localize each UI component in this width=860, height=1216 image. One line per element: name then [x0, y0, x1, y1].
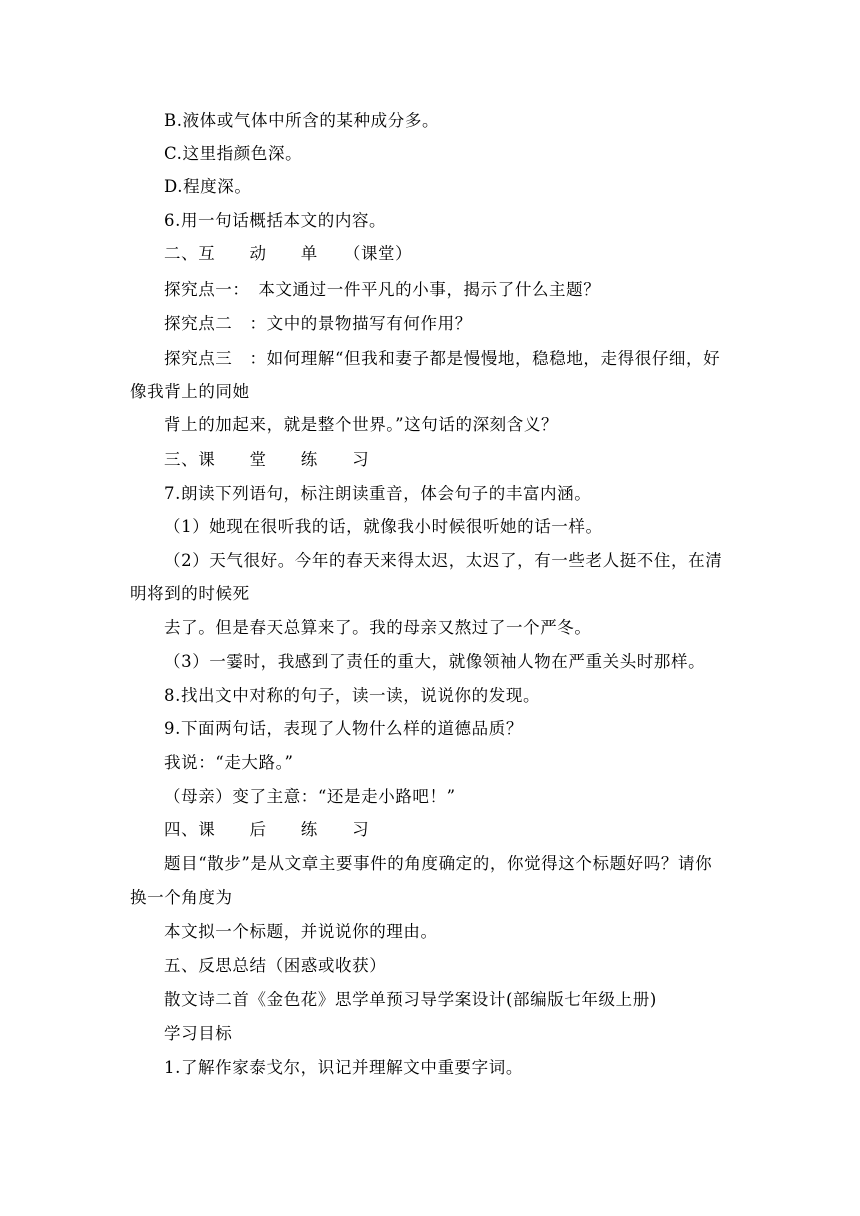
sentence-2: （2）天气很好。今年的春天来得太迟，太迟了，有一些老人挺不住，在清 [164, 551, 723, 570]
next-lesson-title: 散文诗二首《金色花》思学单预习导学案设计(部编版七年级上册) [164, 990, 657, 1009]
section-4-heading: 四、课 后 练 习 [164, 820, 370, 839]
sentence-1: （1）她现在很听我的话，就像我小时候很听她的话一样。 [164, 517, 603, 536]
explore-point-3-cont2: 背上的加起来，就是整个世界。”这句话的深刻含义？ [164, 415, 559, 434]
sentence-3: （3）一霎时，我感到了责任的重大，就像领袖人物在严重关头时那样。 [164, 652, 706, 671]
explore-point-1: 探究点一： 本文通过一件平凡的小事，揭示了什么主题？ [164, 280, 601, 299]
sentence-2-cont2: 去了。但是春天总算来了。我的母亲又熬过了一个严冬。 [164, 618, 592, 637]
question-6: 6.用一句话概括本文的内容。 [164, 211, 387, 230]
explore-point-2: 探究点二 ：文中的景物描写有何作用？ [164, 314, 472, 333]
option-c: C.这里指颜色深。 [164, 144, 303, 163]
option-d: D.程度深。 [164, 177, 252, 196]
learning-goal-1: 1.了解作家泰戈尔，识记并理解文中重要字词。 [164, 1058, 523, 1077]
explore-point-3: 探究点三 ：如何理解“但我和妻子都是慢慢地，稳稳地，走得很仔细，好 [164, 349, 721, 368]
sentence-2-cont: 明将到的时候死 [130, 584, 250, 603]
learning-goals-heading: 学习目标 [164, 1024, 233, 1043]
title-question-cont: 换一个角度为 [130, 888, 233, 907]
section-3-heading: 三、课 堂 练 习 [164, 450, 370, 469]
option-b: B.液体或气体中所含的某种成分多。 [164, 111, 440, 130]
title-question-cont2: 本文拟一个标题，并说说你的理由。 [164, 922, 438, 941]
question-9: 9.下面两句话，表现了人物什么样的道德品质？ [164, 719, 523, 738]
title-question: 题目“散步”是从文章主要事件的角度确定的，你觉得这个标题好吗？请你 [164, 854, 713, 873]
section-2-heading: 二、互 动 单 （课堂） [164, 244, 413, 263]
quote-2: （母亲）变了主意：“还是走小路吧！” [164, 787, 456, 806]
section-5-heading: 五、反思总结（困惑或收获） [164, 956, 387, 975]
explore-point-3-cont: 像我背上的同她 [130, 382, 250, 401]
quote-1: 我说：“走大路。” [164, 753, 294, 772]
question-8: 8.找出文中对称的句子，读一读，说说你的发现。 [164, 686, 541, 705]
question-7: 7.朗读下列语句，标注朗读重音，体会句子的丰富内涵。 [164, 484, 592, 503]
